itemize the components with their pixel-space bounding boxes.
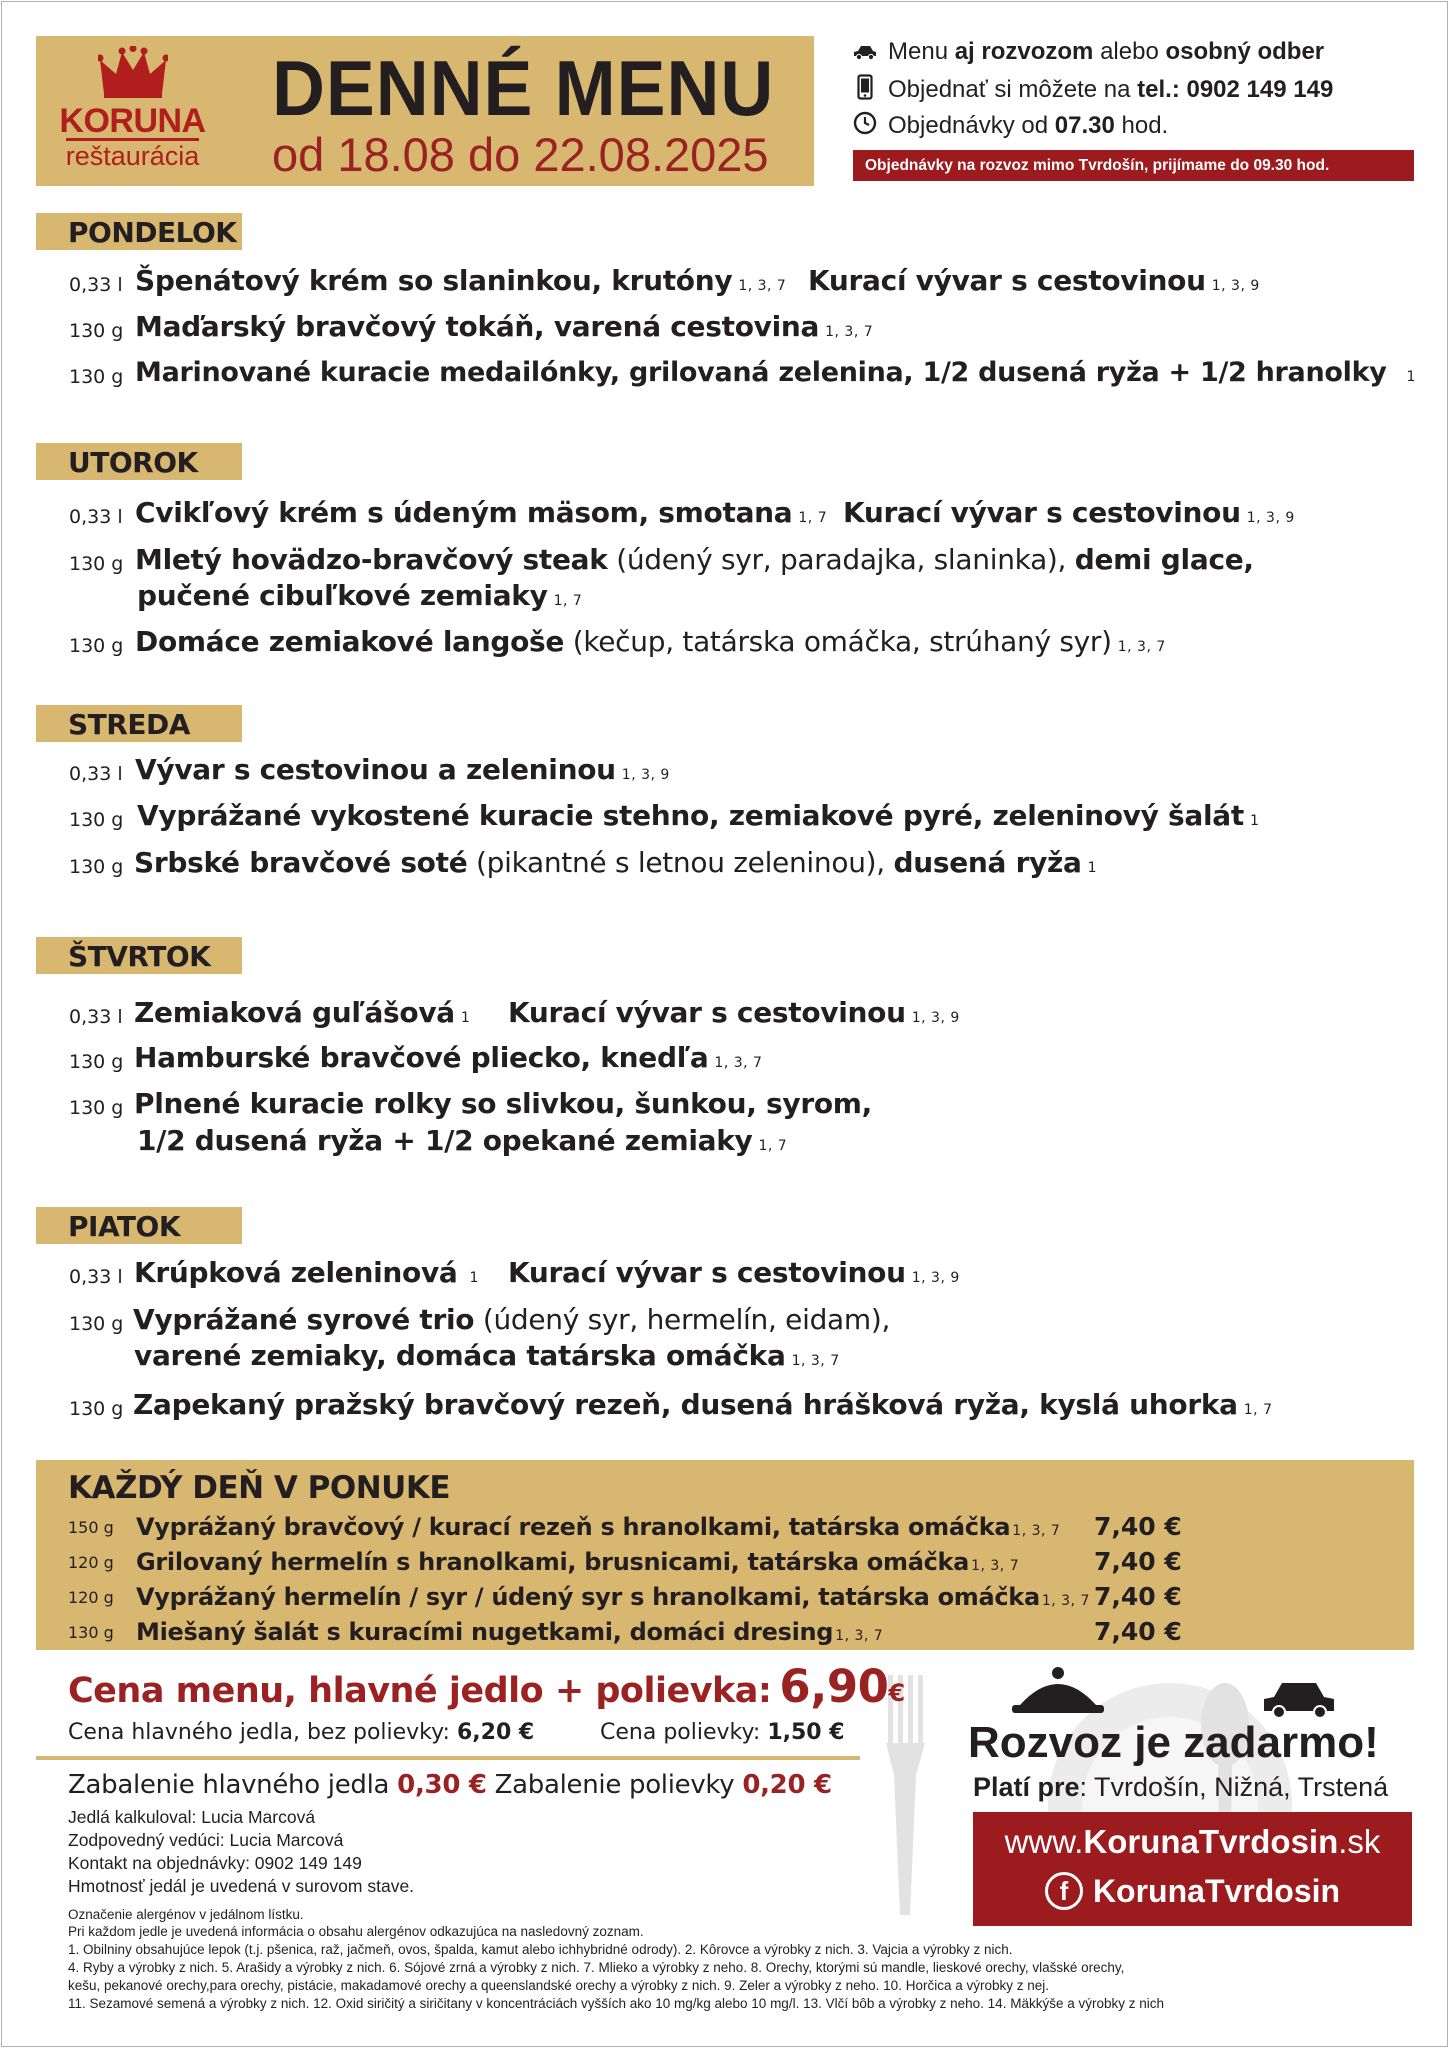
menu-price-line: Cena menu, hlavné jedlo + polievka: 6,90€ (68, 1660, 905, 1713)
phone-icon (852, 74, 878, 107)
clock-icon (852, 111, 878, 142)
order-contact: Kontakt na objednávky: 0902 149 149 (68, 1853, 362, 1873)
daily-offer-panel: KAŽDÝ DEŇ V PONUKE 150 g Vyprážaný bravčový / kurací rezeň s hranolkami, tatárska omáčka 1, 3, 7 7,40 € 120 g Grilovaný hermelín s hranolkami, brusnicami, tatárska omáčka 1, 3, 7 7,40 € 120 g Vyprážaný hermelín / syr / údený syr s hranolkami, tatárska omáčka 1, 3, 7 7,40 € 130 g Miešaný šalát s kuracími nugetkami, domáci dresing 1, 3, 7 7,40 € (36, 1460, 1414, 1650)
car-icon (852, 39, 878, 67)
soup-price-line: Cena polievky: 1,50 € (600, 1720, 845, 1745)
info-delivery: Menu aj rozvozom alebo osobný odber (852, 38, 1324, 67)
facebook-link[interactable]: f KorunaTvrdosin (973, 1868, 1412, 1914)
responsible-manager: Zodpovedný vedúci: Lucia Marcová (68, 1830, 344, 1850)
brand-name: KORUNA (59, 102, 206, 140)
allergens-list: 1. Obilniny obsahujúce lepok (t.j. pšenica, raž, jačmeň, ovos, špalda, kamut alebo ichhybridné odrody). 2. Kôrovce a výrobky z nich. 3. Vajcia a výrobky z nich. (68, 1942, 1013, 1957)
day-label-thursday: ŠTVRTOK (36, 937, 242, 974)
calculated-by: Jedlá kalkuloval: Lucia Marcová (68, 1807, 316, 1827)
info-phone: Objednať si môžete na tel.: 0902 149 149 (852, 74, 1333, 107)
cloche-icon (1012, 1667, 1104, 1713)
delivery-notice-banner: Objednávky na rozvoz mimo Tvrdošín, prijímame do 09.30 hod. (853, 150, 1414, 181)
allergens-list: 11. Sezamové semená a výrobky z nich. 12. Oxid siričitý a siričitany v koncentráciách vyšších ako 10 mg/kg alebo 10 mg/l. 13. Vlčí bôb a výrobky z neho. 14. Mäkkýše a výrobky z nich (68, 1996, 1164, 2011)
day-label-monday: PONDELOK (36, 213, 242, 250)
website-link[interactable]: www.KorunaTvrdosin.sk (1004, 1823, 1381, 1860)
allergens-intro: Pri každom jedle je uvedená informácia o obsahu alergénov odkazujúca na nasledovný zoznam. (68, 1924, 644, 1939)
main-dish-price-line: Cena hlavného jedla, bez polievky: 6,20 € (68, 1720, 535, 1745)
allergens-heading: Označenie alergénov v jedálnom lístku. (68, 1907, 304, 1922)
web-contact-box (973, 1812, 1412, 1926)
allergens-list: kešu, pekanové orechy,para orechy, pistácie, makadamové orechy a queenslandské orechy a výrobky z nich. 9. Zeler a výrobky z neho. 10. Horčica a výrobky z nej. (68, 1978, 1049, 1993)
info-order-time: Objednávky od 07.30 hod. (852, 111, 1168, 142)
menu-title: DENNÉ MENU (272, 44, 775, 132)
free-delivery-title: Rozvoz je zadarmo! (968, 1718, 1379, 1767)
allergens-list: 4. Ryby a výrobky z nich. 5. Arašidy a výrobky z nich. 6. Sójové zrná a výrobky z nich. 7. Mlieko a výrobky z neho. 8. Orechy, ktorými sú mandle, lieskové orechy, vlašské orechy, (68, 1960, 1125, 1975)
day-label-friday: PIATOK (36, 1207, 242, 1244)
car-icon (1264, 1683, 1334, 1718)
crown-icon (98, 46, 168, 100)
weight-note: Hmotnosť jedál je uvedená v surovom stave. (68, 1876, 415, 1896)
header-banner (36, 36, 814, 186)
brand-subtitle: reštaurácia (66, 138, 200, 170)
facebook-icon: f (1045, 1872, 1083, 1910)
restaurant-logo (50, 46, 215, 176)
price-divider (36, 1756, 860, 1760)
menu-dates: od 18.08 do 22.08.2025 (272, 128, 769, 181)
packaging-price-line: Zabalenie hlavného jedla 0,30 € Zabalenie polievky 0,20 € (68, 1770, 832, 1800)
day-label-tuesday: UTOROK (36, 443, 242, 480)
day-label-wednesday: STREDA (36, 705, 242, 742)
daily-offer-title: KAŽDÝ DEŇ V PONUKE (68, 1470, 451, 1506)
delivery-area: Platí pre: Tvrdošín, Nižná, Trstená (973, 1772, 1389, 1802)
